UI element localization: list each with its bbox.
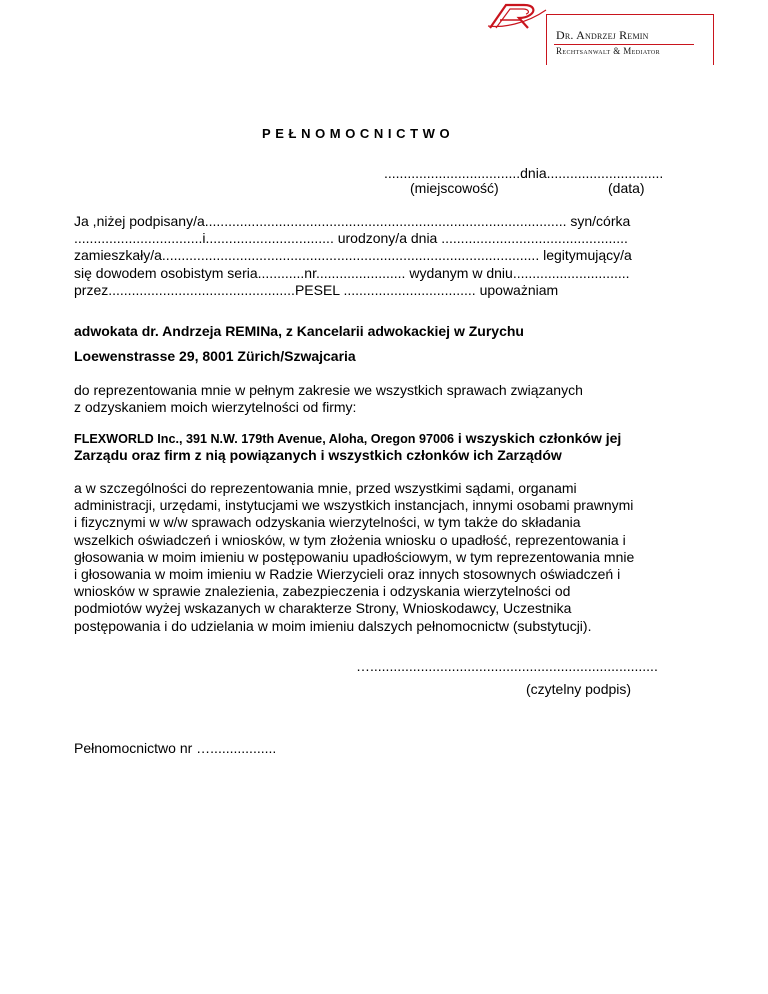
details-line: a w szczególności do reprezentowania mnie, przed wszystkimi sądami, organami — [74, 480, 577, 496]
scope-line: z odzyskaniem moich wierzytelności od firmy: — [74, 399, 357, 416]
place-label: (miejscowość) — [410, 180, 499, 196]
details-line: i głosowania w moim imieniu w Radzie Wierzycieli oraz innych stosownych oświadczeń i — [74, 566, 621, 583]
signature-label: (czytelny podpis) — [526, 681, 632, 697]
declaration-line: się dowodem osobistym seria............nr....................... wydanym w dniu.............................. — [74, 264, 630, 281]
details-line: i fizycznymi w w/w sprawach odzyskania wierzytelności, w tym także do składania — [74, 514, 581, 531]
letterhead-divider — [554, 44, 694, 45]
scope — [74, 382, 714, 416]
letterhead — [486, 0, 714, 64]
signature-line: ….......................................................................... — [356, 658, 658, 674]
letterhead-name: Dr. Andrzej Remin — [556, 28, 649, 42]
declaration-line: zamieszkały/a................................................................................................. legitymujący/a — [74, 247, 632, 264]
company-members: i wszyskich członków jej — [454, 430, 622, 446]
letterhead-subtitle: Rechtsanwalt & Mediator — [556, 46, 661, 56]
declaration-line: .................................i................................. urodzony/a dnia ................................................ — [74, 230, 628, 247]
details-line: wszelkich oświadczeń i wniosków, w tym złożenia wniosku o upadłość, reprezentowania i — [74, 531, 626, 548]
details-line: wniosków w sprawie znalezienia, zabezpieczenia i odzyskania wierzytelności od — [74, 583, 571, 600]
place-date-line: ...................................dnia.............................. — [384, 165, 664, 181]
details-paragraph — [74, 480, 714, 635]
document-title: PEŁNOMOCNICTWO — [262, 126, 455, 141]
company-line — [74, 430, 621, 448]
details-line: postępowania i do udzielania w moim imieniu dalszych pełnomocnictw (substytucji). — [74, 617, 592, 634]
company-board-line: Zarządu oraz firm z nią powiązanych i wszystkich członków ich Zarządów — [74, 447, 562, 463]
declaration-line: Ja ,niżej podpisany/a............................................................................................. syn/córka — [74, 213, 631, 229]
attorney-address: Loewenstrasse 29, 8001 Zürich/Szwajcaria — [74, 348, 356, 364]
declaration-line: przez................................................PESEL .................................. upoważniam — [74, 281, 559, 298]
details-line: głosowania w moim imieniu w postępowaniu upadłościowym, w tym reprezentowania mnie — [74, 548, 635, 565]
attorney-name: adwokata dr. Andrzeja REMINa, z Kancelarii adwokackiej w Zurychu — [74, 323, 524, 339]
date-label: (data) — [608, 180, 645, 196]
scope-line: do reprezentowania mnie w pełnym zakresie we wszystkich sprawach związanych — [74, 382, 583, 398]
declaration — [74, 213, 714, 299]
details-line: podmiotów wyżej wskazanych w charakterze Strony, Wnioskodawcy, Uczestnika — [74, 600, 572, 617]
details-line: administracji, urzędami, instytucjami we wszystkich instancjach, innymi osobami prawnymi — [74, 497, 634, 514]
ar-logo — [486, 2, 548, 30]
company-name-address: FLEXWORLD Inc., 391 N.W. 179th Avenue, Aloha, Oregon 97006 — [74, 432, 455, 446]
power-of-attorney-number: Pełnomocnictwo nr …................. — [74, 740, 277, 756]
